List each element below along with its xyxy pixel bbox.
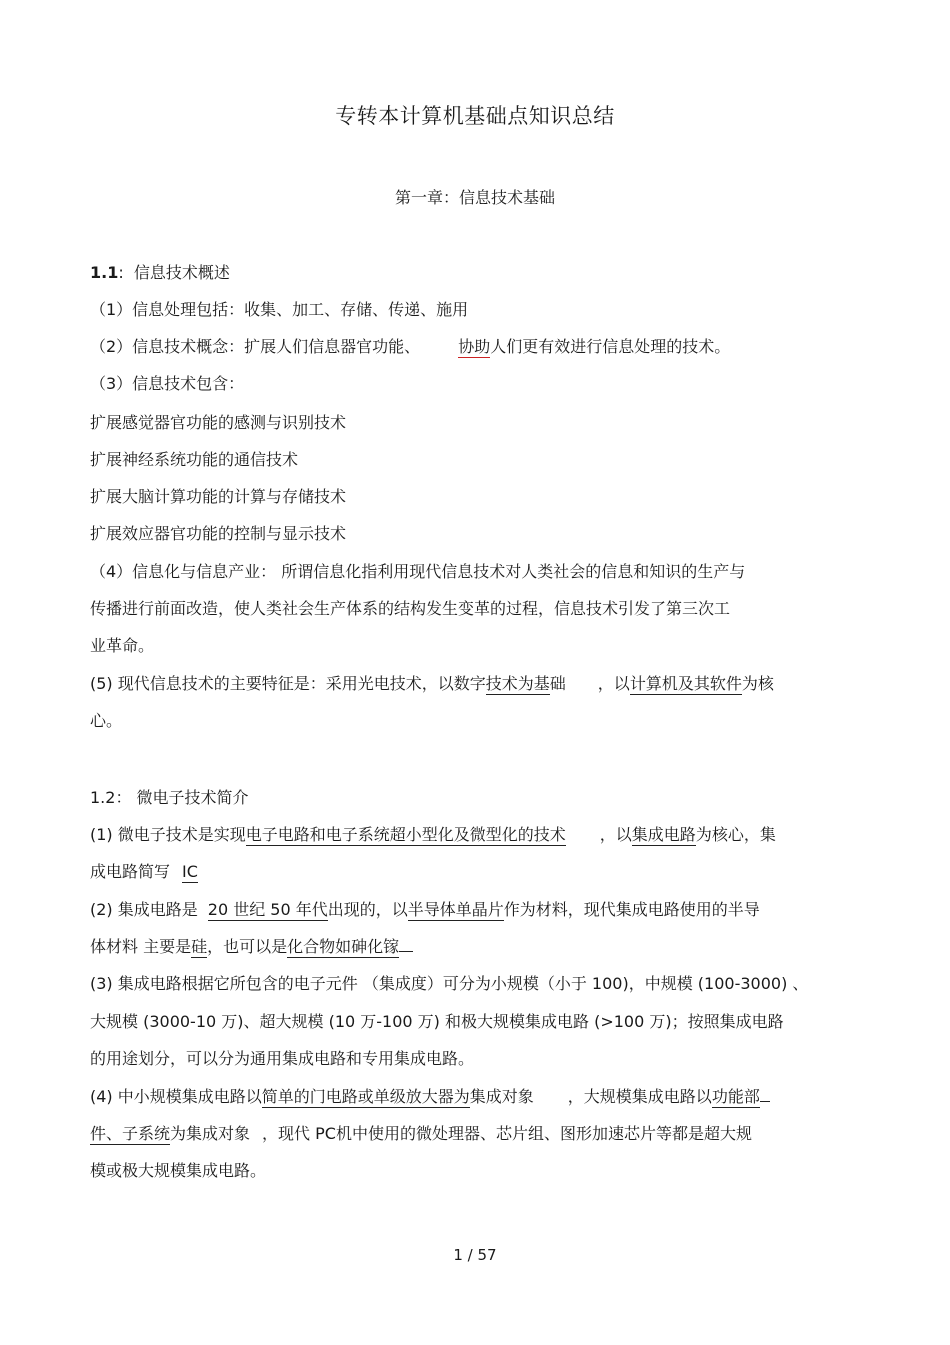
underlined-term: 电子电路和电子系统超小型化及微型化的技术: [245, 825, 566, 844]
paragraph-1-1-4-line-2: 传播进行前面改造，使人类社会生产体系的结构发生变革的过程，信息技术引发了第三次工: [90, 599, 731, 618]
text-run: ，以: [599, 825, 632, 844]
underlined-term: 化合物如砷化镓: [287, 937, 400, 956]
paragraph-1-2-3-line-3: 的用途划分，可以分为通用集成电路和专用集成电路。: [90, 1049, 475, 1068]
section-number: 1.1: [90, 263, 119, 282]
paragraph-1-1-2: [90, 334, 870, 360]
paragraph-1-2-2-line-2: [90, 934, 870, 960]
section-heading-1-2: 1.2： 微电子技术简介: [90, 788, 249, 807]
paragraph-1-1-4-line-1: （4）信息化与信息产业： 所谓信息化指利用现代信息技术对人类社会的信息和知识的生产与: [90, 562, 746, 581]
paragraph-1-1-5-line-2: 心。: [90, 711, 123, 730]
text-run: 人们更有效进行信息处理的技术。: [490, 337, 731, 356]
paragraph-1-2-4-line-3: 模或极大规模集成电路。: [90, 1161, 267, 1180]
text-run: 成电路简写: [90, 862, 171, 881]
paragraph-1-2-1-line-1: [90, 822, 870, 848]
underlined-term: 集成电路: [631, 825, 696, 844]
underlined-term: 硅: [191, 937, 208, 956]
underlined-term: 简单的门电路或单级放大器为: [261, 1087, 470, 1106]
paragraph-1-2-3-line-2: 大规模 (3000-10 万)、超大规模 (10 万-100 万) 和极大规模集成电路 (>100 万)；按照集成电路: [90, 1012, 784, 1031]
underlined-term: 协助: [458, 337, 491, 356]
text-run: 集成对象: [469, 1087, 534, 1106]
text-run: 作为材料，现代集成电路使用的半导: [503, 900, 760, 919]
text-run: 为集成对象: [170, 1124, 251, 1143]
text-run: ，也可以是: [207, 937, 288, 956]
underlined-term: 计算机及其软件: [629, 674, 742, 693]
underlined-term: 件、子系统: [90, 1124, 171, 1143]
paragraph-1-2-3-line-1: (3) 集成电路根据它所包含的电子元件 （集成度）可分为小规模（小于 100)，中规模 (100-3000) 、: [90, 974, 809, 993]
text-run: ，大规模集成电路以: [567, 1087, 712, 1106]
chapter-heading: 第一章：信息技术基础: [394, 188, 555, 207]
text-run: 础: [549, 674, 566, 693]
text-run: （2）信息技术概念：扩展人们信息器官功能、: [90, 337, 421, 356]
paragraph-1-1-1: （1）信息处理包括：收集、加工、存储、传递、施用: [90, 300, 469, 319]
underlined-term: IC: [182, 862, 198, 881]
text-run: 体材料 主要是: [90, 937, 192, 956]
text-run: (2) 集成电路是: [90, 900, 198, 919]
paragraph-1-1-5-line-1: [90, 671, 870, 697]
list-item: 扩展大脑计算功能的计算与存储技术: [90, 487, 347, 506]
text-run: 为核: [741, 674, 774, 693]
text-run: ，以: [597, 674, 630, 693]
paragraph-1-2-1-line-2: [90, 859, 870, 885]
text-run: ，现代 PC机中使用的微处理器、芯片组、图形加速芯片等都是超大规: [262, 1124, 752, 1143]
underlined-term: 20 世纪 50 年代: [207, 900, 328, 919]
paragraph-1-1-3: （3）信息技术包含：: [90, 374, 245, 393]
underlined-term: 功能部: [711, 1087, 760, 1106]
section-title: 信息技术概述: [133, 263, 230, 282]
text-run: (1) 微电子技术是实现: [90, 825, 246, 844]
text-run: (5) 现代信息技术的主要特征是：采用光电技术，以数字: [90, 674, 486, 693]
underlined-term: 技术为基: [485, 674, 550, 693]
text-run: 出现的，以: [327, 900, 408, 919]
list-item: 扩展神经系统功能的通信技术: [90, 450, 299, 469]
section-heading-1-1: [90, 260, 870, 286]
list-item: 扩展感觉器官功能的感测与识别技术: [90, 413, 347, 432]
paragraph-1-2-4-line-2: [90, 1121, 870, 1147]
paragraph-1-2-4-line-1: [90, 1084, 870, 1110]
document-title: 专转本计算机基础点知识总结: [335, 104, 615, 128]
text-run: (4) 中小规模集成电路以: [90, 1087, 262, 1106]
paragraph-1-1-4-line-3: 业革命。: [90, 636, 155, 655]
list-item: 扩展效应器官功能的控制与显示技术: [90, 524, 347, 543]
text-run: 为核心，集: [695, 825, 776, 844]
page-number: 1 / 57: [453, 1246, 497, 1264]
underlined-term: 半导体单晶片: [407, 900, 504, 919]
heading-separator: :: [118, 263, 124, 282]
paragraph-1-2-2-line-1: [90, 897, 870, 923]
